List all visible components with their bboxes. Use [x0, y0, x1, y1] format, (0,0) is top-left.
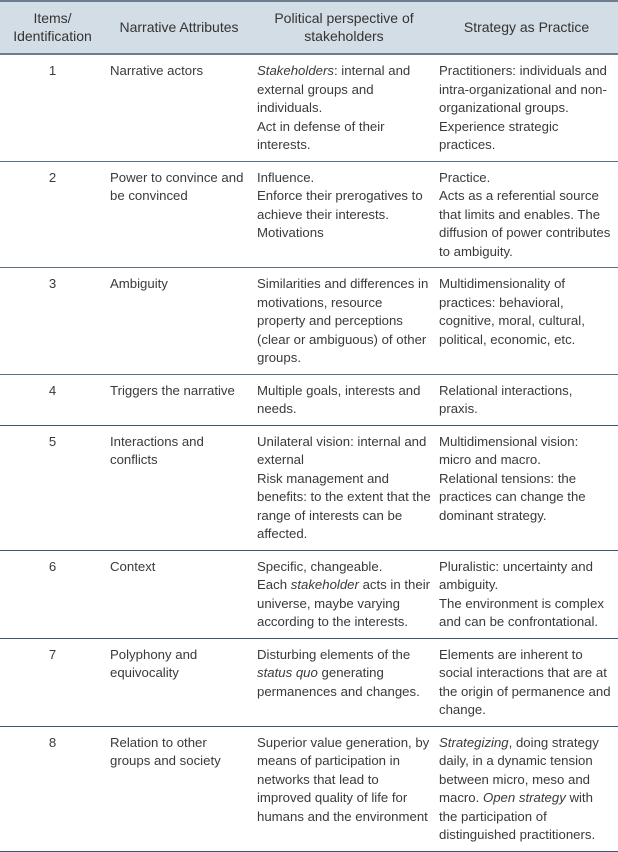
row-id: 5	[0, 425, 105, 550]
row-attribute: Relation to other groups and society	[105, 726, 253, 851]
row-attribute: Triggers the narrative	[105, 374, 253, 425]
row-strategy: Pluralistic: uncertainty and ambiguity. The environment is complex and can be confrontational.	[435, 550, 618, 638]
row-attribute: Interactions and conflicts	[105, 425, 253, 550]
row-strategy: Practitioners: individuals and intra-organizational and non-organizational groups. Experience strategic practices.	[435, 54, 618, 161]
table-row	[0, 550, 618, 638]
row-political: Unilateral vision: internal and external Risk management and benefits: to the extent that the range of interests can be affected.	[253, 425, 435, 550]
row-strategy: Practice. Acts as a referential source that limits and enables. The diffusion of power contributes to ambiguity.	[435, 161, 618, 268]
table-row	[0, 161, 618, 268]
row-attribute: Ambiguity	[105, 268, 253, 375]
row-strategy: Strategizing, doing strategy daily, in a dynamic tension between micro, meso and macro. Open strategy with the participation of distinguished practitioners.	[435, 726, 618, 851]
table-row	[0, 374, 618, 425]
row-id: 1	[0, 54, 105, 161]
header-attributes: Narrative Attributes	[105, 1, 253, 54]
row-political: Stakeholders: internal and external groups and individuals. Act in defense of their interests.	[253, 54, 435, 161]
row-id: 6	[0, 550, 105, 638]
header-items: Items/ Identification	[0, 1, 105, 54]
row-id: 7	[0, 638, 105, 726]
row-strategy: Multidimensional vision: micro and macro. Relational tensions: the practices can change the dominant strategy.	[435, 425, 618, 550]
row-strategy: Elements are inherent to social interactions that are at the origin of permanence and change.	[435, 638, 618, 726]
table-header	[0, 1, 618, 54]
row-attribute: Context	[105, 550, 253, 638]
row-attribute: Narrative actors	[105, 54, 253, 161]
row-political: Superior value generation, by means of participation in networks that lead to improved quality of life for humans and the environment	[253, 726, 435, 851]
row-id: 4	[0, 374, 105, 425]
row-political: Multiple goals, interests and needs.	[253, 374, 435, 425]
row-strategy: Multidimensionality of practices: behavioral, cognitive, moral, cultural, political, economic, etc.	[435, 268, 618, 375]
row-id: 2	[0, 161, 105, 268]
table-row	[0, 638, 618, 726]
table-row	[0, 268, 618, 375]
row-political: Similarities and differences in motivations, resource property and perceptions (clear or ambiguous) of other groups.	[253, 268, 435, 375]
row-political: Specific, changeable. Each stakeholder acts in their universe, maybe varying according to the interests.	[253, 550, 435, 638]
row-id: 3	[0, 268, 105, 375]
row-attribute: Polyphony and equivocality	[105, 638, 253, 726]
row-political: Disturbing elements of the status quo generating permanences and changes.	[253, 638, 435, 726]
table-row	[0, 54, 618, 161]
header-strategy: Strategy as Practice	[435, 1, 618, 54]
row-attribute: Power to convince and be convinced	[105, 161, 253, 268]
row-id: 8	[0, 726, 105, 851]
row-political: Influence. Enforce their prerogatives to achieve their interests. Motivations	[253, 161, 435, 268]
table-row	[0, 726, 618, 851]
header-political: Political perspective of stakeholders	[253, 1, 435, 54]
table-row	[0, 425, 618, 550]
row-strategy: Relational interactions, praxis.	[435, 374, 618, 425]
